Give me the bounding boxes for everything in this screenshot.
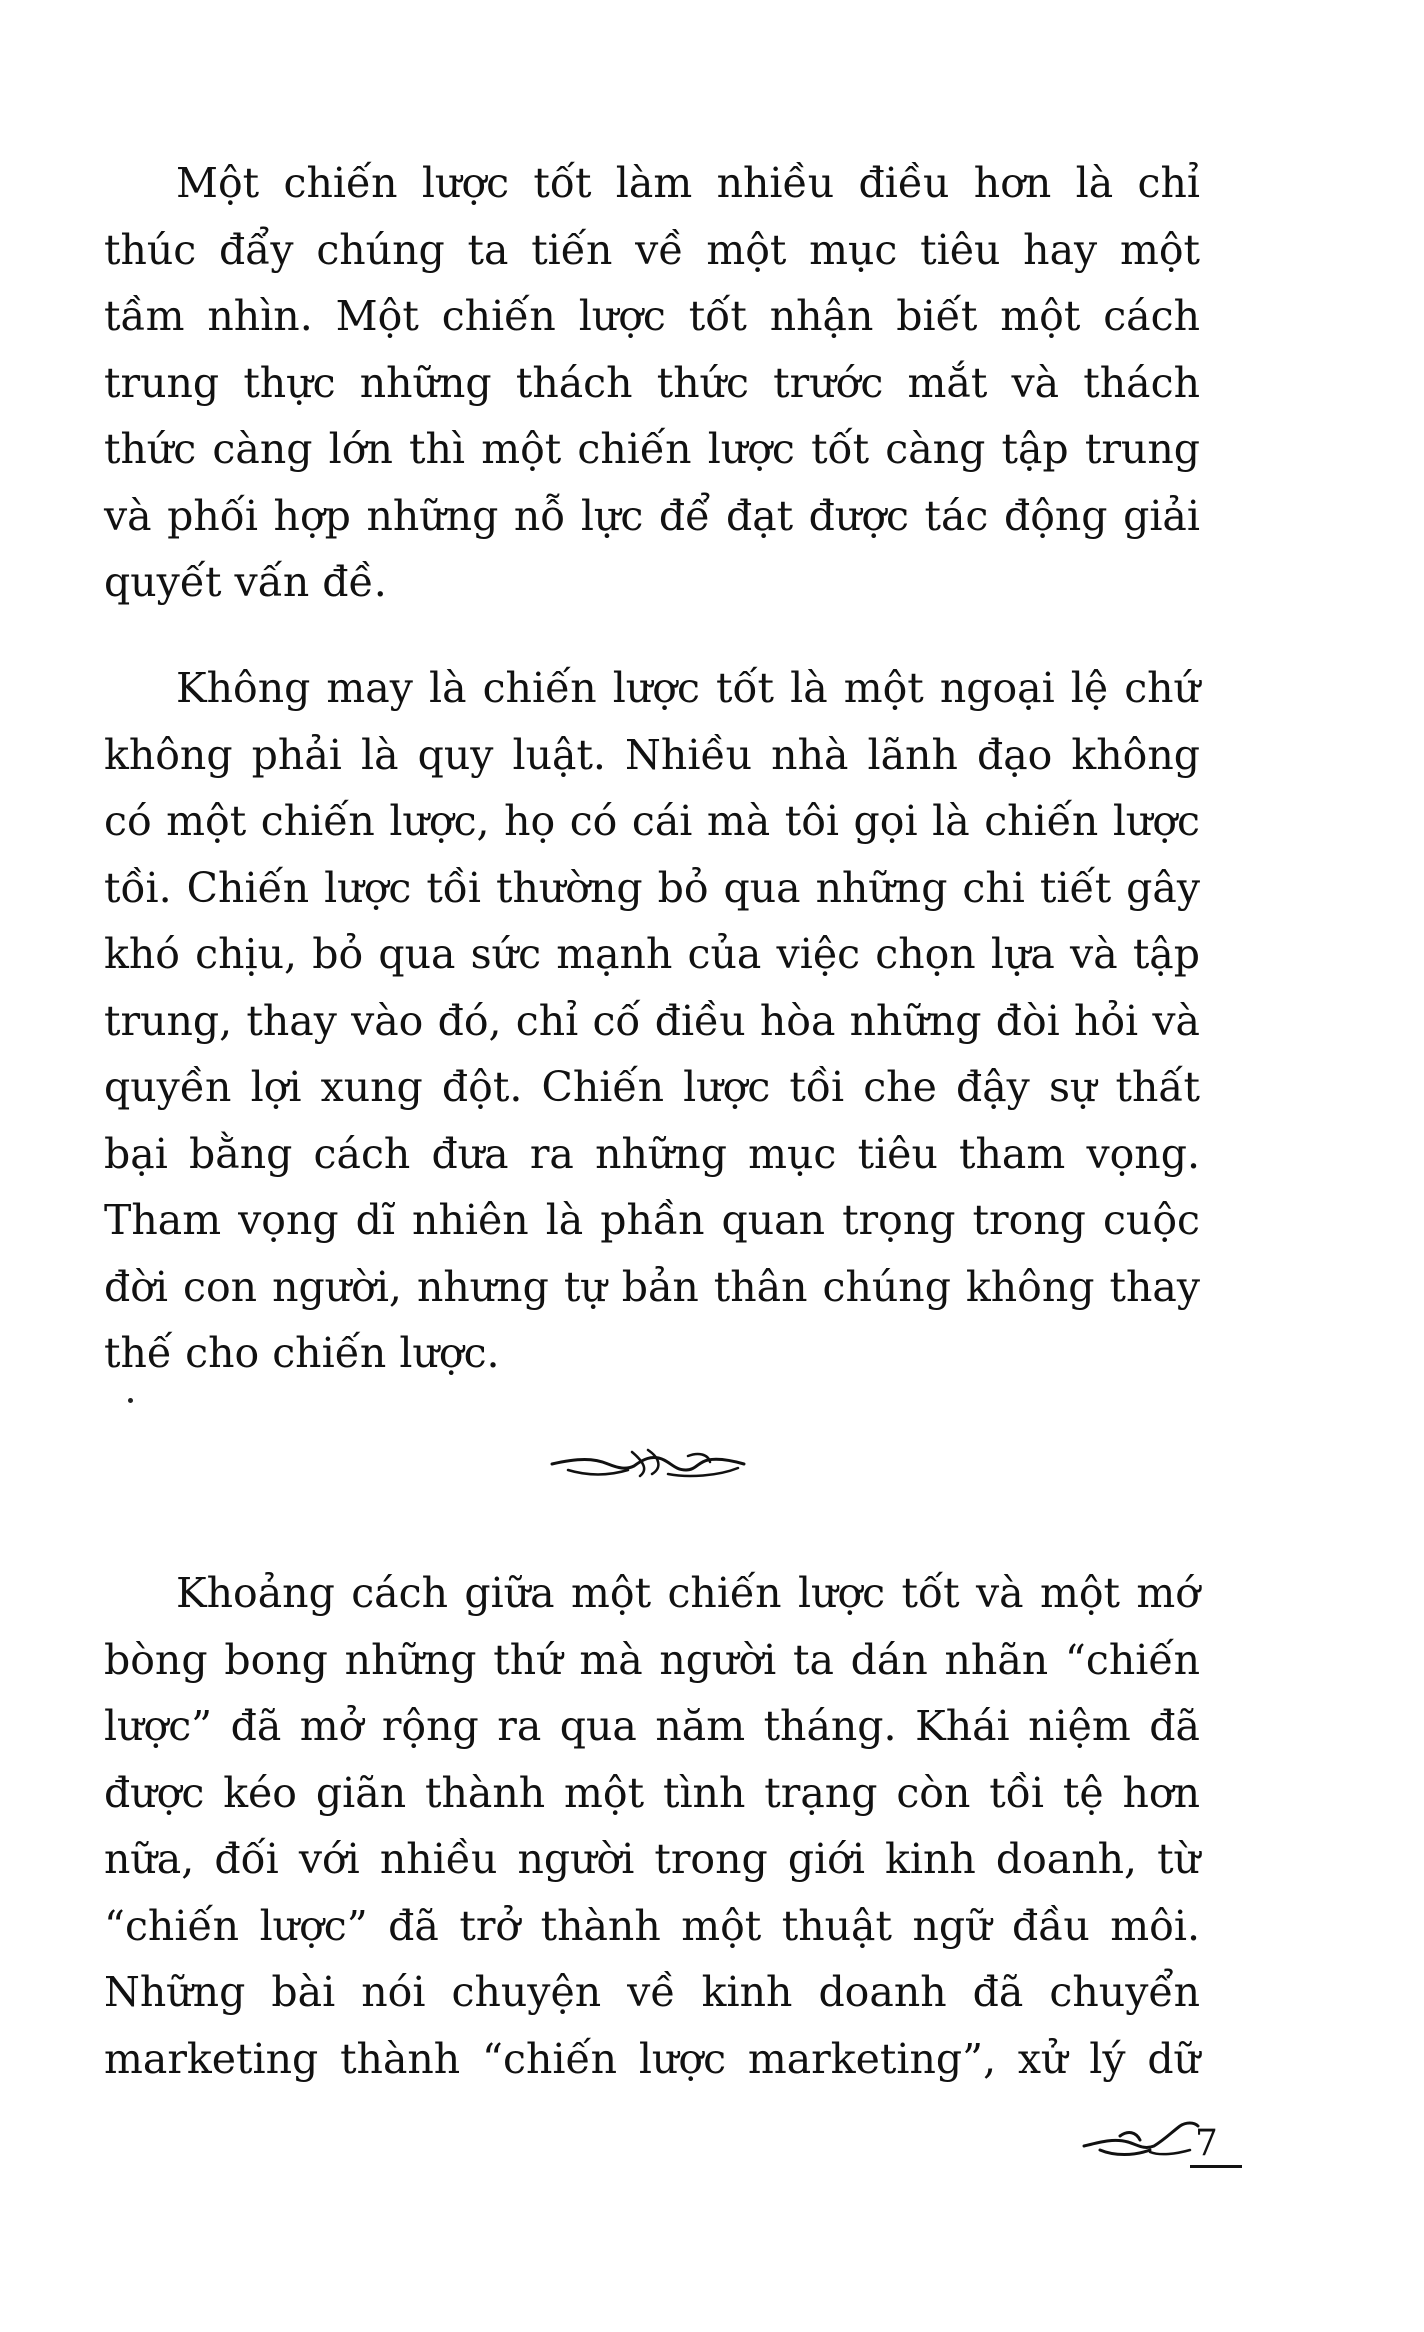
footer-flourish-icon: [1080, 2112, 1210, 2162]
paragraph-2: [104, 655, 1200, 1387]
text-line: quyền lợi xung đột. Chiến lược tồi che đậy sự thất: [104, 1063, 1200, 1111]
flourish-ornament-icon: [548, 1440, 748, 1484]
print-speck: [128, 1398, 133, 1403]
text-line: Khoảng cách giữa một chiến lược tốt và một mớ: [176, 1569, 1200, 1617]
paragraph-3: [104, 1560, 1200, 2092]
text-line: quyết vấn đề.: [104, 558, 387, 606]
text-line: Một chiến lược tốt làm nhiều điều hơn là chỉ: [176, 159, 1200, 207]
text-line: marketing thành “chiến lược marketing”, xử lý dữ: [104, 2034, 1200, 2083]
text-line: Những bài nói chuyện về kinh doanh đã chuyển: [104, 1968, 1200, 2016]
text-line: tầm nhìn. Một chiến lược tốt nhận biết một cách: [104, 292, 1200, 340]
text-line: bòng bong những thứ mà người ta dán nhãn “chiến: [104, 1635, 1200, 1684]
text-line: không phải là quy luật. Nhiều nhà lãnh đạo không: [104, 730, 1200, 779]
text-line: có một chiến lược, họ có cái mà tôi gọi là chiến lược: [104, 797, 1200, 845]
text-line: thúc đẩy chúng ta tiến về một mục tiêu hay một: [104, 225, 1200, 274]
page-number: 7: [1195, 2123, 1218, 2164]
text-line: đời con người, nhưng tự bản thân chúng không thay: [104, 1262, 1200, 1311]
text-line: nữa, đối với nhiều người trong giới kinh doanh, từ: [104, 1835, 1200, 1883]
text-line: Tham vọng dĩ nhiên là phần quan trọng trong cuộc: [104, 1196, 1200, 1244]
text-line: thức càng lớn thì một chiến lược tốt càng tập trung: [104, 425, 1200, 473]
text-line: trung thực những thách thức trước mắt và thách: [104, 358, 1200, 407]
text-line: tồi. Chiến lược tồi thường bỏ qua những chi tiết gây: [104, 863, 1200, 912]
footer-rule: [1190, 2165, 1242, 2168]
text-line: Không may là chiến lược tốt là một ngoại lệ chứ: [176, 664, 1200, 712]
text-line: lược” đã mở rộng ra qua năm tháng. Khái niệm đã: [104, 1702, 1200, 1750]
text-line: được kéo giãn thành một tình trạng còn tồi tệ hơn: [104, 1768, 1200, 1817]
text-line: khó chịu, bỏ qua sức mạnh của việc chọn lựa và tập: [104, 930, 1200, 978]
text-line: trung, thay vào đó, chỉ cố điều hòa những đòi hỏi và: [104, 996, 1200, 1045]
text-line: thế cho chiến lược.: [104, 1329, 500, 1377]
text-line: “chiến lược” đã trở thành một thuật ngữ đầu môi.: [104, 1901, 1200, 1950]
paragraph-1: [104, 150, 1200, 616]
text-line: và phối hợp những nỗ lực để đạt được tác động giải: [104, 491, 1200, 540]
text-line: bại bằng cách đưa ra những mục tiêu tham vọng.: [104, 1129, 1200, 1178]
